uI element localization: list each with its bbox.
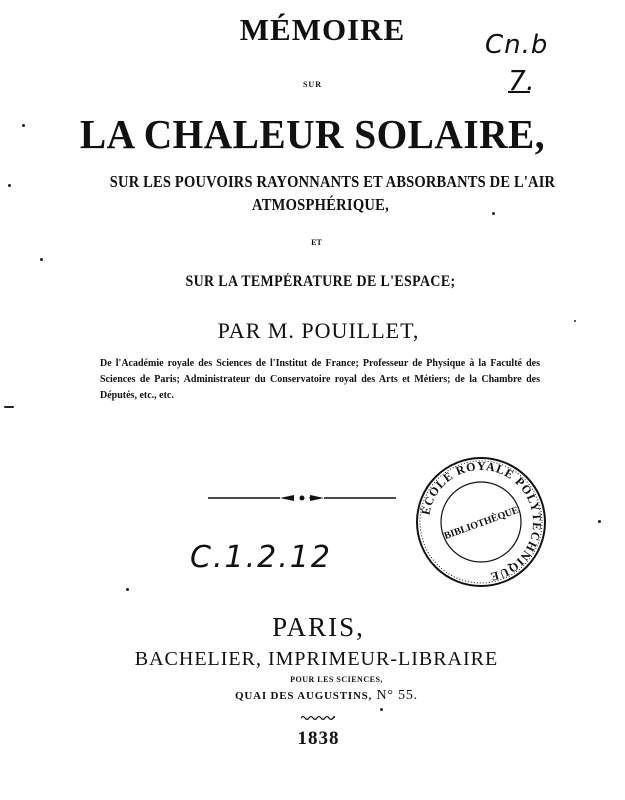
handwritten-number: 7.: [508, 64, 535, 97]
publisher-address: [14, 688, 625, 704]
handwritten-shelfmark: C.1.2.12: [190, 540, 332, 575]
handwritten-note-number: [508, 64, 535, 97]
stamp-inner-text: BIBLIOTHÈQUE: [442, 504, 521, 542]
subtitle-line-2: ATMOSPHÉRIQUE,: [252, 195, 389, 214]
ink-speck: [380, 708, 383, 711]
subtitle-line-3: SUR LA TEMPÉRATURE DE L'ESPACE;: [185, 273, 456, 290]
ornament-rule: [208, 490, 396, 506]
publisher: BACHELIER, IMPRIMEUR-LIBRAIRE: [134, 648, 499, 670]
ink-speck: [22, 124, 25, 127]
sur-word: SUR: [302, 80, 322, 89]
ink-speck: [126, 588, 129, 591]
pour-les-sciences: POUR LES SCIENCES,: [290, 675, 383, 684]
et-word: ET: [311, 238, 322, 247]
ink-speck: [574, 320, 576, 322]
address-street: QUAI DES AUGUSTINS,: [235, 690, 373, 702]
author-line: PAR M. POUILLET,: [217, 318, 420, 343]
ink-speck: [598, 520, 601, 523]
memoire-heading: MÉMOIRE: [239, 12, 406, 47]
main-title: LA CHALEUR SOLAIRE,: [79, 111, 546, 157]
ink-speck: [40, 258, 43, 261]
wavy-rule: [301, 715, 335, 721]
ink-speck: [8, 184, 11, 187]
publication-year: 1838: [297, 728, 340, 749]
ink-speck: [4, 406, 14, 408]
stamp-outer-text: ÉCOLE ROYALE POLYTECHNIQUE: [418, 458, 545, 585]
address-number: N° 55.: [376, 688, 418, 703]
library-stamp: [414, 456, 548, 588]
handwritten-note-top: Cn.b: [485, 30, 549, 60]
subtitle-line-1: SUR LES POUVOIRS RAYONNANTS ET ABSORBANTS DE L'AIR: [109, 172, 556, 191]
author-qualifications: De l'Académie royale des Sciences de l'Institut de France; Professeur de Physique à la Faculté des Sciences de Paris; Administrateur du Conservatoire royal des Arts et Métiers; de la Chambre des Députés, etc., etc.: [100, 358, 540, 401]
city: PARIS,: [272, 612, 365, 642]
ink-speck: [492, 212, 495, 215]
